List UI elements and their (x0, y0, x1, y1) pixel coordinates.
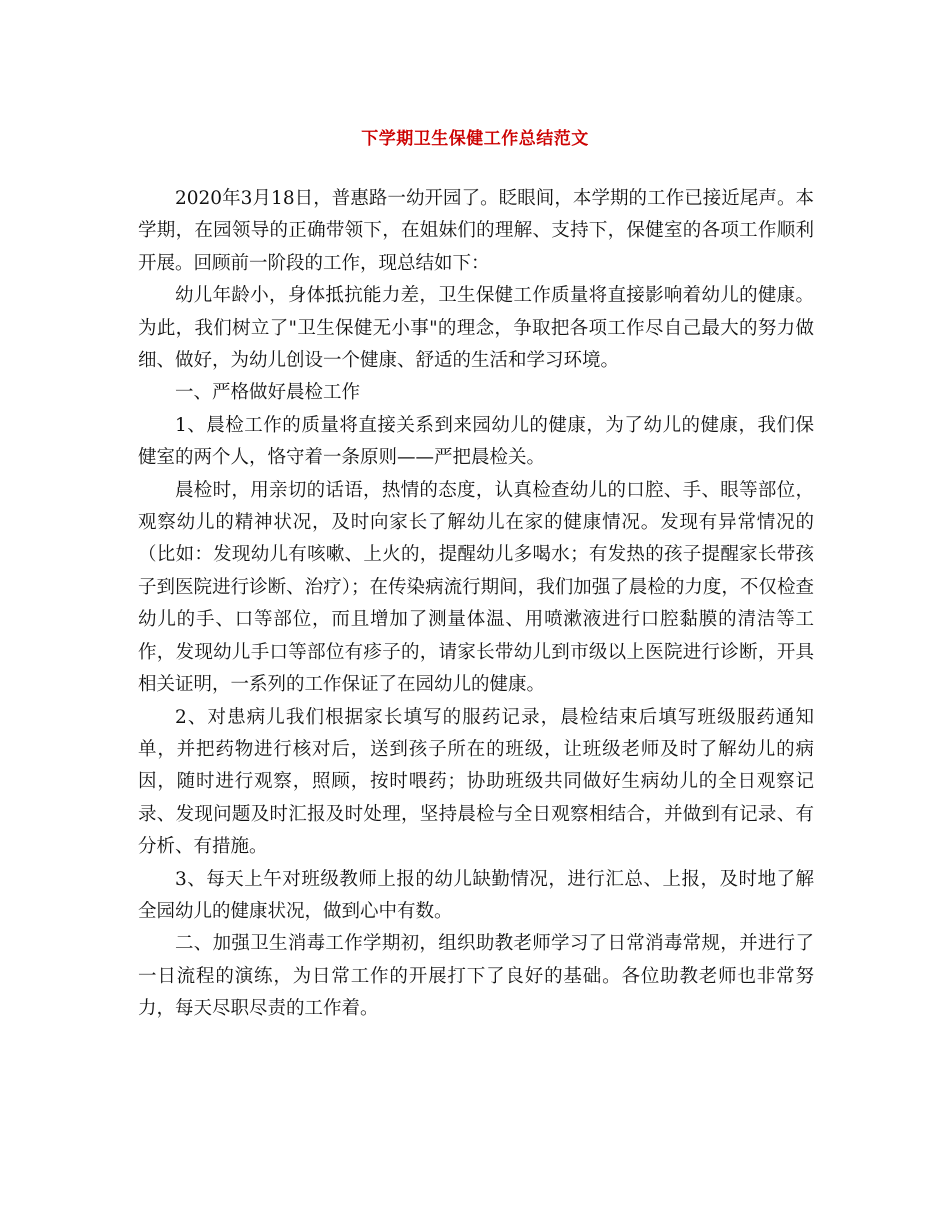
paragraph: 2、对患病儿我们根据家长填写的服药记录，晨检结束后填写班级服药通知单，并把药物进行核对后，送到孩子所在的班级，让班级老师及时了解幼儿的病因，随时进行观察，照顾，按时喂药；协助班级共同做好生病幼儿的全日观察记录、发现问题及时汇报及时处理，坚持晨检与全日观察相结合，并做到有记录、有分析、有措施。 (138, 706, 814, 858)
section-heading: 一、严格做好晨检工作 (175, 382, 361, 404)
document-title: 下学期卫生保健工作总结范文 (361, 129, 589, 149)
paragraph: 3、每天上午对班级教师上报的幼儿缺勤情况，进行汇总、上报，及时地了解全园幼儿的健康状况，做到心中有数。 (138, 868, 814, 922)
paragraph: 晨检时，用亲切的话语，热情的态度，认真检查幼儿的口腔、手、眼等部位，观察幼儿的精神状况，及时向家长了解幼儿在家的健康情况。发现有异常情况的（比如：发现幼儿有咳嗽、上火的，提醒幼儿多喝水；有发热的孩子提醒家长带孩子到医院进行诊断、治疗）；在传染病流行期间，我们加强了晨检的力度，不仅检查幼儿的手、口等部位，而且增加了测量体温、用喷漱液进行口腔黏膜的清洁等工作，发现幼儿手口等部位有疹子的，请家长带幼儿到市级以上医院进行诊断，开具相关证明，一系列的工作保证了在园幼儿的健康。 (138, 479, 814, 696)
paragraph: 二、加强卫生消毒工作学期初，组织助教老师学习了日常消毒常规，并进行了一日流程的演练，为日常工作的开展打下了良好的基础。各位助教老师也非常努力，每天尽职尽责的工作着。 (138, 933, 814, 1020)
paragraph: 2020年3月18日，普惠路一幼开园了。眨眼间，本学期的工作已接近尾声。本学期，在园领导的正确带领下，在姐妹们的理解、支持下，保健室的各项工作顺利开展。回顾前一阶段的工作，现总结如下： (138, 188, 814, 274)
paragraph: 1、晨检工作的质量将直接关系到来园幼儿的健康，为了幼儿的健康，我们保健室的两个人，恪守着一条原则——严把晨检关。 (138, 414, 814, 469)
paragraph: 幼儿年龄小，身体抵抗能力差，卫生保健工作质量将直接影响着幼儿的健康。为此，我们树立了"卫生保健无小事"的理念，争取把各项工作尽自己最大的努力做细、做好，为幼儿创设一个健康、舒适的生活和学习环境。 (138, 285, 814, 372)
document-body (138, 183, 814, 1026)
